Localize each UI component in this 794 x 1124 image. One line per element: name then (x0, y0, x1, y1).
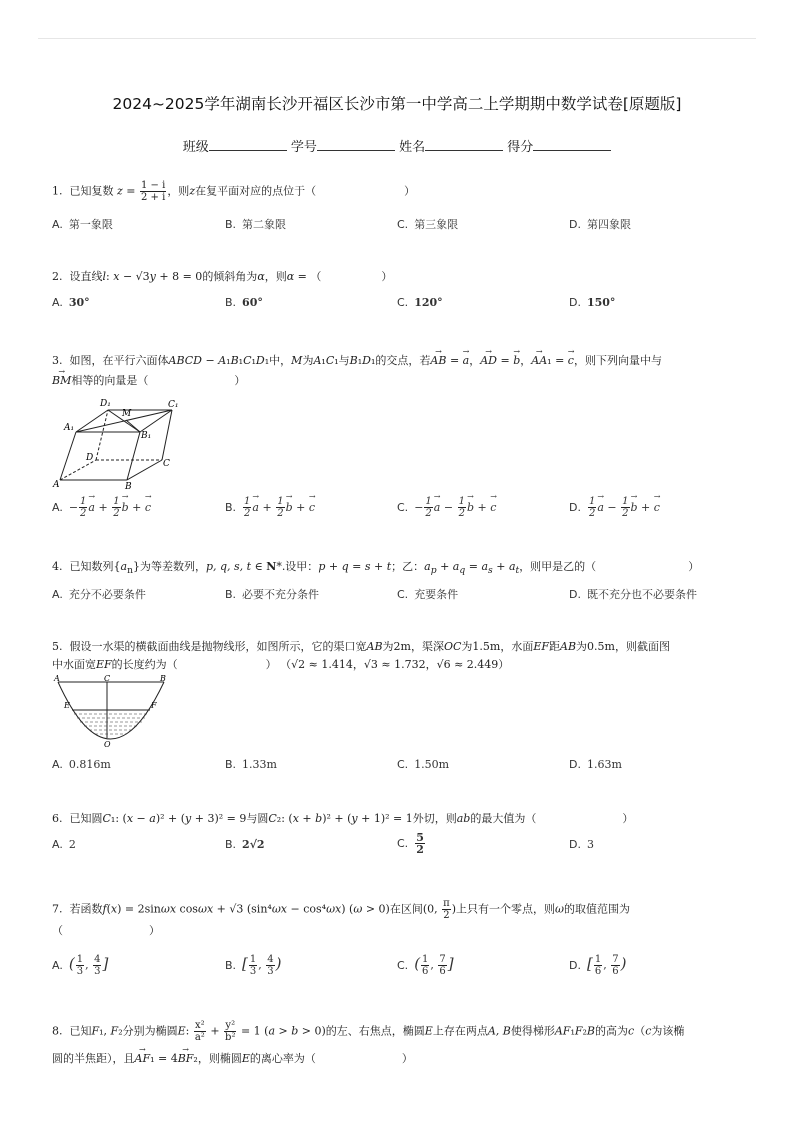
label-a: A (53, 480, 60, 490)
question-4: 4. 已知数列$\{a_n\}$为等差数列，p, q, s, t ∈ N*.设甲：p + q = s + t；乙：$a_p + a_q = a_s + a_t$，则甲是乙的（ ） (52, 560, 700, 577)
question-8: 8. 已知F₁, F₂分别为椭圆E: $\frac{\text{x²}}{\text{a²}}$ + $\frac{\text{y²}}{\text{b²}}$ = 1 (a > b > 0)的左、右焦点，椭圆E上存在两点A, B使得梯形AF₁F₂B的高为c（c为该椭 (52, 1020, 685, 1043)
q3-option-b[interactable]: B. $\frac{1}{2}$ → a + $\frac{1}{2}$ → b + → c (225, 496, 315, 519)
q1-option-d[interactable]: D. 第四象限 (569, 218, 631, 231)
student-info-line (0, 136, 794, 155)
label-c: C (104, 674, 111, 683)
label-f: F (151, 701, 157, 710)
label-b: B (125, 482, 132, 490)
q6-option-a[interactable]: A. 2 (52, 838, 76, 851)
question-5: 5. 假设一水渠的横截面曲线是抛物线形，如图所示，它的渠口宽AB为2m，渠深OC为1.5m，水面EF距AB为0.5m，则截面图 (52, 640, 670, 653)
question-6: 6. 已知圆C₁: (x − a)² + (y + 3)² = 9与圆C₂: (x + b)² + (y + 1)² = 1外切，则ab的最大值为（ ） (52, 812, 634, 825)
number-blank[interactable] (317, 138, 395, 151)
q7-option-a[interactable]: A. ( $\frac{1}{3}$ , $\frac{4}{3}$ ] (52, 954, 109, 977)
q1-option-b[interactable]: B. 第二象限 (225, 218, 287, 231)
q5-option-c[interactable]: C. 1.50m (397, 758, 450, 771)
parallelepiped-figure (52, 394, 182, 490)
question-7: 7. 若函数f(x) = 2sinωx cosωx + √3 (sin⁴ωx − cos⁴ωx) (ω > 0)在区间(0, $\frac{\pi}{2}$ )上只有一个零点，则ω的取值范围为 (52, 898, 630, 921)
q4-option-c[interactable]: C. 充要条件 (397, 588, 459, 601)
question-2: 2. 设直线l: x − √3y + 8 = 0的倾斜角为α，则α = （ ） (52, 270, 393, 283)
q7-option-d[interactable]: D. [ $\frac{1}{6}$ , $\frac{7}{6}$ ) (569, 954, 627, 977)
question-5-line2: 中水面宽EF的长度约为（ ） （√2 ≈ 1.414，√3 ≈ 1.732，√6 ≈ 2.449） (52, 658, 510, 671)
class-blank[interactable] (209, 138, 287, 151)
label-o: O (104, 740, 111, 749)
q2-option-c[interactable]: C. 120° (397, 296, 443, 309)
q6-option-d[interactable]: D. 3 (569, 838, 594, 851)
number-label: 学号 (290, 140, 317, 155)
question-3: 3. 如图，在平行六面体ABCD − A₁B₁C₁D₁中，M为A₁C₁与B₁D₁的交点，若→ AB = → a，→ AD = → b，→ AA₁ = → c，则下列向量中与 (52, 352, 662, 370)
label-c1: C₁ (168, 400, 179, 410)
label-m: M (122, 409, 132, 419)
question-1: 1. 已知复数 z = $\frac{1 - i}{2 + i}$ ，则z在复平面对应的点位于（ ） (52, 180, 416, 203)
label-b: B (160, 674, 166, 683)
q3-option-d[interactable]: D. $\frac{1}{2}$ → a − $\frac{1}{2}$ → b + → c (569, 496, 660, 519)
page-title: 2024~2025学年湖南长沙开福区长沙市第一中学高二上学期期中数学试卷[原题版] (112, 95, 682, 113)
name-label: 姓名 (399, 140, 426, 155)
label-a: A (54, 674, 60, 683)
q5-option-d[interactable]: D. 1.63m (569, 758, 622, 771)
q4-option-a[interactable]: A. 充分不必要条件 (52, 588, 146, 601)
score-blank[interactable] (533, 138, 611, 151)
q3-option-a[interactable]: A. − $\frac{1}{2}$ → a + $\frac{1}{2}$ → b + → c (52, 496, 151, 519)
q5-option-a[interactable]: A. 0.816m (52, 758, 111, 771)
q2-option-a[interactable]: A. 30° (52, 296, 90, 309)
q1-option-a[interactable]: A. 第一象限 (52, 218, 113, 231)
q4-option-b[interactable]: B. 必要不充分条件 (225, 588, 320, 601)
q2-option-d[interactable]: D. 150° (569, 296, 616, 309)
label-d1: D₁ (100, 399, 111, 409)
q7-option-c[interactable]: C. ( $\frac{1}{6}$ , $\frac{7}{6}$ ] (397, 954, 454, 977)
label-a1: A₁ (64, 423, 75, 433)
label-e: E (64, 701, 70, 710)
q7-option-b[interactable]: B. [ $\frac{1}{3}$ , $\frac{4}{3}$ ) (225, 954, 282, 977)
label-b1: B₁ (141, 431, 152, 441)
parabola-channel-figure (52, 674, 172, 750)
q6-option-b[interactable]: B. 2√2 (225, 838, 265, 851)
question-3-line2: → BM相等的向量是（ ） (52, 372, 245, 390)
q3-option-c[interactable]: C. − $\frac{1}{2}$ → a − $\frac{1}{2}$ → b + → c (397, 496, 496, 519)
label-d: D (86, 453, 94, 463)
name-blank[interactable] (425, 138, 503, 151)
top-rule (38, 38, 756, 39)
score-label: 得分 (507, 140, 534, 155)
question-8-line2: 圆的半焦距），且→ AF₁ = 4→ BF₂，则椭圆E的离心率为（ ） (52, 1050, 413, 1068)
label-c: C (163, 459, 170, 469)
q4-option-d[interactable]: D. 既不充分也不必要条件 (569, 588, 697, 601)
q6-option-c[interactable]: C. $\frac{5}{2}$ (397, 831, 424, 856)
question-7-line2: （ ） (52, 924, 160, 937)
q1-option-c[interactable]: C. 第三象限 (397, 218, 459, 231)
q2-option-b[interactable]: B. 60° (225, 296, 263, 309)
q5-option-b[interactable]: B. 1.33m (225, 758, 277, 771)
class-label: 班级 (182, 140, 209, 155)
